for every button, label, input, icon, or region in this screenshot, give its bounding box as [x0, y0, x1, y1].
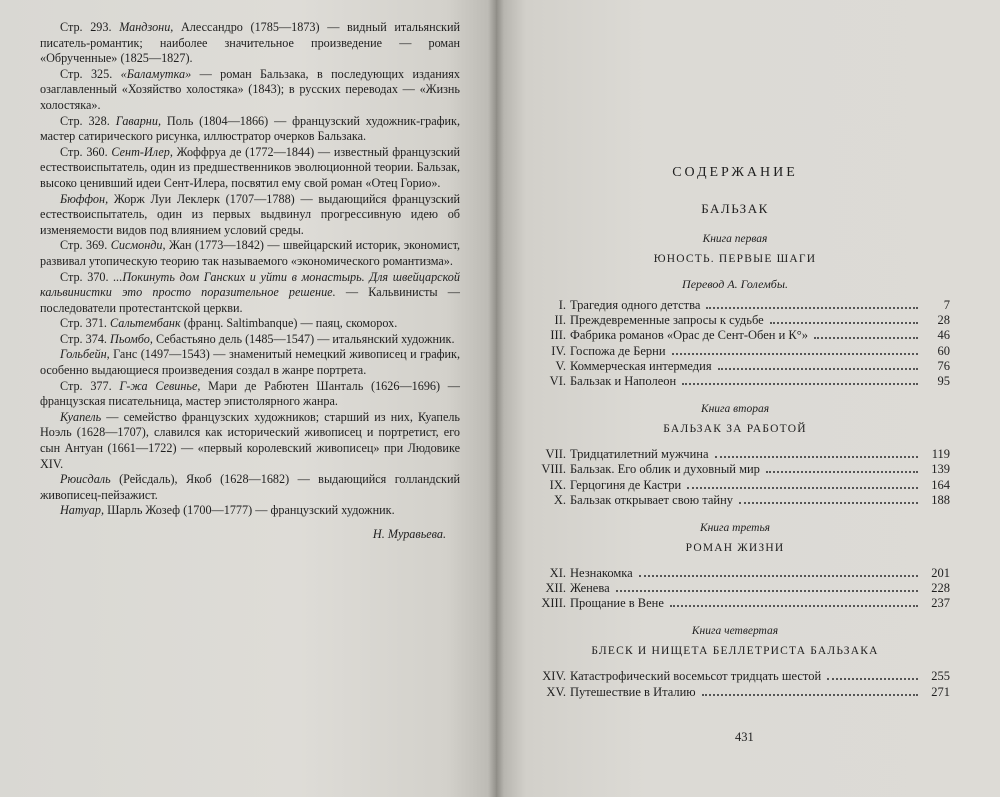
note-ref: Стр. 371.	[60, 316, 107, 331]
note-term: Гаварни,	[115, 113, 161, 128]
book-title: БЛЕСК И НИЩЕТА БЕЛЛЕТРИСТА БАЛЬЗАКА	[591, 645, 879, 658]
note-ref: Стр. 377.	[60, 378, 112, 393]
toc-entry	[520, 462, 950, 477]
table-of-contents	[520, 165, 950, 714]
book-label: Книга первая	[702, 233, 768, 245]
chapter-number: XIII.	[541, 596, 566, 611]
toc-entry	[520, 596, 950, 611]
note-term: Гольбейн,	[60, 347, 110, 362]
note-entry	[40, 503, 460, 519]
note-text: (Рейсдаль), Якоб (1628—1682) — выдающийся голландский живописец-пейзажист.	[40, 472, 460, 502]
toc-title: СОДЕРЖАНИЕ	[672, 165, 798, 180]
chapter-number: V.	[555, 358, 566, 373]
note-ref: Стр. 374.	[60, 331, 107, 346]
notes-column	[40, 20, 460, 543]
left-page	[0, 0, 496, 797]
toc-entry	[520, 581, 950, 596]
note-entry	[40, 379, 460, 410]
dot-leader	[766, 470, 918, 473]
chapter-number: IV.	[551, 343, 566, 358]
toc-entry	[520, 359, 950, 374]
chapter-page: 46	[937, 328, 950, 343]
dot-leader	[639, 574, 918, 577]
book-title: РОМАН ЖИЗНИ	[685, 541, 785, 554]
note-text: Себастьяно дель (1485—1547) — итальянский художник.	[155, 331, 455, 346]
note-term: Бюффон,	[60, 191, 109, 206]
note-entry	[40, 67, 460, 114]
chapter-page: 119	[931, 447, 950, 462]
toc-entry	[520, 447, 950, 462]
note-ref: Стр. 360.	[60, 144, 108, 159]
note-term: Мандзони,	[119, 20, 174, 34]
dot-leader	[687, 486, 918, 489]
dot-leader	[715, 455, 918, 458]
chapter-page: 76	[937, 358, 950, 373]
chapter-list	[520, 566, 950, 612]
note-ref: Стр. 369.	[60, 238, 108, 253]
book-label: Книга четвертая	[691, 625, 779, 638]
note-term: Г-жа Севинье,	[119, 378, 201, 393]
note-term: Куапель	[60, 409, 102, 424]
note-term: Рюисдаль	[60, 472, 111, 487]
toc-entry	[520, 669, 950, 684]
note-text: Мари де Рабютен Шанталь (1626—1696) — французская писательница, мастер эпистолярного жанра.	[40, 378, 460, 409]
note-term: Натуар,	[60, 503, 105, 518]
chapter-list	[520, 447, 950, 508]
dot-leader	[616, 589, 918, 592]
chapter-list	[520, 298, 950, 389]
chapter-page: 7	[943, 298, 950, 312]
chapter-page: 95	[937, 373, 950, 388]
translator-credit: Перевод А. Голембы.	[682, 277, 788, 291]
toc-entry	[520, 313, 950, 328]
chapter-title: Трагедия одного детства	[570, 298, 701, 312]
chapter-page: 271	[931, 684, 950, 699]
book-label: Книга вторая	[700, 403, 770, 416]
chapter-page: 60	[937, 343, 950, 358]
note-term: «Баламутка»	[120, 66, 192, 81]
chapter-number: XII.	[545, 581, 566, 596]
dot-leader	[706, 306, 918, 309]
note-text: (франц. Saltimbanque) — паяц, скоморох.	[183, 316, 398, 331]
toc-books	[520, 233, 950, 700]
note-text: Жан (1773—1842) — швейцарский историк, экономист, развивал утопическую теорию так называемого «экономического романтизма».	[40, 238, 461, 268]
chapter-page: 255	[931, 669, 950, 684]
note-entry	[40, 270, 460, 317]
chapter-number: XV.	[546, 684, 566, 699]
book-title: БАЛЬЗАК ЗА РАБОТОЙ	[663, 423, 807, 436]
chapter-title: Катастрофический восемьсот тридцать шестой	[570, 669, 822, 684]
dot-leader	[814, 336, 918, 339]
chapter-title: Бальзак. Его облик и духовный мир	[570, 462, 760, 477]
note-text: Жорж Луи Леклерк (1707—1788) — выдающийся французский естествоиспытатель, один из первых выдвинул прогрессивную идею об изменяемости видов под влиянием условий среды.	[40, 191, 461, 237]
chapter-page: 139	[931, 462, 950, 477]
note-signature: Н. Муравьева.	[372, 527, 446, 541]
note-entry	[40, 410, 460, 472]
note-entry	[40, 332, 460, 348]
chapter-number: III.	[550, 328, 566, 343]
note-text: — семейство французских художников; старший из них, Куапель Ноэль (1628—1707), славился как исторический живописец и портретист, его сын Антуан (1661—1722) — «первый королевский живописец» при Людовике XIV.	[40, 409, 460, 471]
chapter-page: 188	[931, 492, 950, 507]
toc-entry	[520, 298, 950, 313]
dot-leader	[827, 677, 918, 680]
note-entry	[40, 145, 460, 192]
note-entry	[40, 238, 460, 269]
note-entry	[40, 472, 460, 503]
note-ref: Стр. 325.	[60, 66, 113, 81]
chapter-title: Фабрика романов «Орас де Сент-Обен и К°»	[570, 328, 809, 343]
page-number: 431	[735, 730, 754, 744]
toc-entry	[520, 566, 950, 581]
chapter-title: Женева	[570, 581, 610, 596]
chapter-title: Прощание в Вене	[570, 596, 664, 611]
chapter-number: X.	[553, 492, 566, 507]
note-text: Жоффруа де (1772—1844) — известный французский естествоиспытатель, один из предшественников эволюционной теории. Бальзак, высоко ценивший идеи Сент-Илера, посвятил ему свой роман «Отец Горио».	[40, 144, 461, 190]
note-entry	[40, 316, 460, 332]
chapter-title: Тридцатилетний мужчина	[570, 447, 709, 462]
chapter-title: Госпожа де Берни	[570, 343, 666, 358]
chapter-list	[520, 669, 950, 699]
toc-author-section: БАЛЬЗАК	[701, 201, 769, 216]
chapter-title: Незнакомка	[570, 565, 633, 580]
chapter-title: Путешествие в Италию	[570, 684, 696, 699]
book-gutter	[488, 0, 504, 797]
toc-entry	[520, 493, 950, 508]
note-entry	[40, 192, 460, 239]
dot-leader	[739, 501, 918, 504]
chapter-title: Герцогиня де Кастри	[570, 477, 682, 492]
note-entry	[40, 347, 460, 378]
chapter-title: Преждевременные запросы к судьбе	[570, 313, 764, 328]
chapter-page: 201	[931, 565, 950, 580]
chapter-number: VI.	[549, 373, 566, 388]
note-term: Сисмонди,	[110, 238, 166, 253]
note-term: Сальтембанк	[110, 316, 181, 331]
note-ref: Стр. 370.	[60, 269, 109, 284]
chapter-number: XIV.	[542, 669, 566, 684]
chapter-title: Коммерческая интермедия	[570, 358, 712, 373]
chapter-number: VIII.	[541, 462, 566, 477]
note-text: — Кальвинисты — последователи протестантской церкви.	[40, 285, 460, 315]
note-term: Сент-Илер,	[111, 144, 173, 159]
toc-entry	[520, 685, 950, 700]
note-text: Шарль Жозеф (1700—1777) — французский художник.	[107, 503, 395, 518]
note-entry	[40, 20, 460, 67]
note-text: Ганс (1497—1543) — знаменитый немецкий живописец и график, особенно выдающиеся произведения создал в жанре портрета.	[40, 347, 461, 378]
note-term: ...Покинуть дом Ганских и уйти в монастырь. Для швейцарской кальвинистки это просто поразительное решение.	[40, 269, 460, 300]
toc-entry	[520, 374, 950, 389]
toc-entry	[520, 478, 950, 493]
note-entry	[40, 114, 460, 145]
toc-entry	[520, 344, 950, 359]
note-text: Поль (1804—1866) — французский художник-график, мастер сатирического рисунка, иллюстратор очерков Бальзака.	[40, 113, 461, 144]
dot-leader	[672, 352, 918, 355]
toc-entry	[520, 328, 950, 343]
dot-leader	[670, 604, 918, 607]
chapter-number: XI.	[549, 565, 566, 580]
chapter-page: 237	[931, 596, 950, 611]
chapter-number: II.	[554, 313, 566, 328]
dot-leader	[682, 382, 918, 385]
book-label: Книга третья	[699, 521, 771, 534]
dot-leader	[702, 693, 918, 696]
chapter-page: 228	[931, 581, 950, 596]
dot-leader	[718, 367, 918, 370]
chapter-number: VII.	[545, 447, 566, 462]
chapter-number: I.	[558, 298, 566, 312]
note-ref: Стр. 328.	[60, 113, 110, 128]
dot-leader	[770, 321, 918, 324]
note-text: Алессандро (1785—1873) — видный итальянский писатель-романтик; наиболее значительное произведение — роман «Обрученные» (1825—1827).	[40, 20, 461, 66]
chapter-number: IX.	[549, 477, 566, 492]
note-text: — роман Бальзака, в последующих изданиях озаглавленный «Хозяйство холостяка» (1843); в русских переводах — «Жизнь холостяка».	[40, 66, 460, 112]
chapter-page: 28	[937, 313, 950, 328]
book-title: ЮНОСТЬ. ПЕРВЫЕ ШАГИ	[653, 253, 817, 265]
chapter-title: Бальзак и Наполеон	[570, 373, 677, 388]
note-ref: Стр. 293.	[60, 20, 112, 34]
chapter-title: Бальзак открывает свою тайну	[570, 492, 734, 507]
chapter-page: 164	[931, 477, 950, 492]
note-term: Пьомбо,	[110, 331, 153, 346]
